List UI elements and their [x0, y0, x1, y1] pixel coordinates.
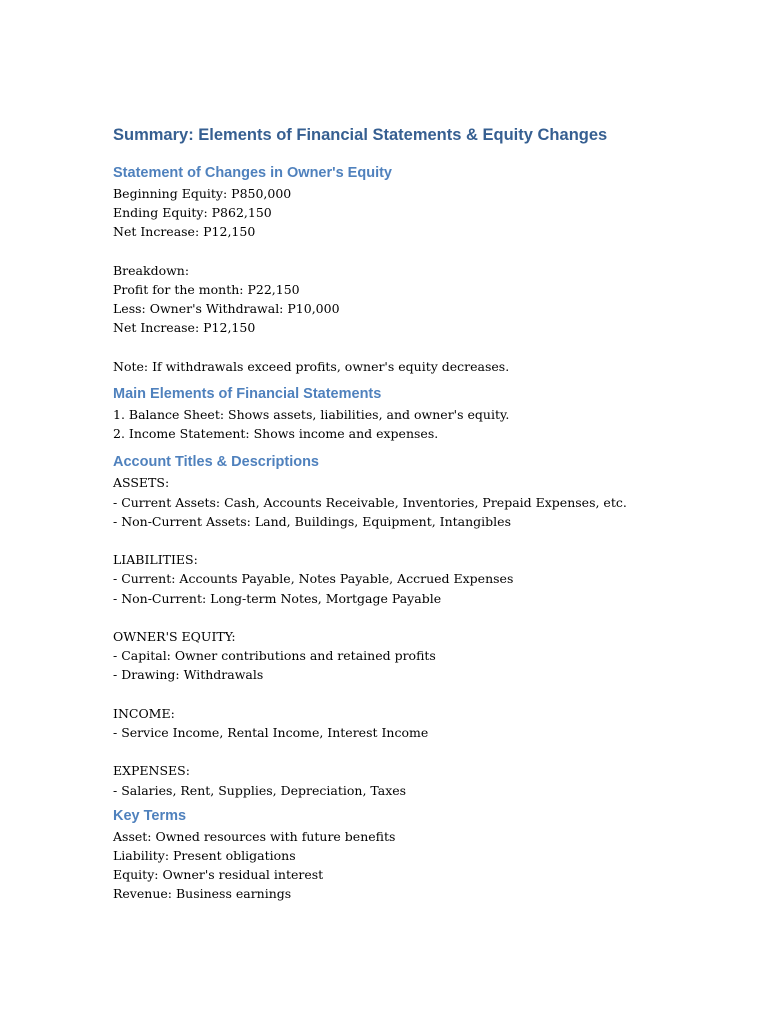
text-line: Beginning Equity: P850,000: [113, 186, 292, 201]
text-line: Note: If withdrawals exceed profits, owner's equity decreases.: [113, 358, 510, 374]
text-line: ASSETS:: [113, 475, 170, 491]
text-line: Liability: Present obligations: [113, 848, 296, 863]
text-line: Ending Equity: P862,150: [113, 205, 272, 221]
section-heading: Account Titles & Descriptions: [113, 454, 319, 471]
text-line: Asset: Owned resources with future benefits: [113, 828, 396, 844]
document-page: [113, 122, 713, 904]
section-heading: Key Terms: [113, 807, 187, 824]
text-line: - Drawing: Withdrawals: [113, 667, 264, 683]
blank-line: [113, 742, 713, 761]
text-line: Revenue: Business earnings: [113, 886, 292, 902]
text-line: - Non-Current: Long-term Notes, Mortgage Payable: [113, 590, 442, 606]
section: [113, 162, 713, 376]
text-line: Net Increase: P12,150: [113, 224, 256, 240]
blank-line: [113, 608, 713, 627]
blank-line: [113, 338, 713, 357]
text-line: OWNER'S EQUITY:: [113, 629, 236, 644]
text-line: - Non-Current Assets: Land, Buildings, Equipment, Intangibles: [113, 513, 511, 529]
text-line: INCOME:: [113, 705, 175, 721]
text-line: Equity: Owner's residual interest: [113, 867, 324, 883]
text-line: Net Increase: P12,150: [113, 320, 256, 336]
text-line: - Capital: Owner contributions and retained profits: [113, 648, 436, 664]
blank-line: [113, 531, 713, 550]
section: [113, 383, 713, 443]
text-line: LIABILITIES:: [113, 552, 198, 568]
blank-line: [113, 685, 713, 704]
text-line: - Current Assets: Cash, Accounts Receivable, Inventories, Prepaid Expenses, etc.: [113, 494, 627, 510]
blank-line: [113, 242, 713, 261]
document-title: Summary: Elements of Financial Statements & Equity Changes: [113, 126, 608, 144]
section-heading: Statement of Changes in Owner's Equity: [113, 165, 392, 181]
text-line: Breakdown:: [113, 262, 190, 278]
section-heading: Main Elements of Financial Statements: [113, 386, 382, 402]
section: [113, 805, 713, 904]
section: [113, 451, 713, 799]
text-line: 2. Income Statement: Shows income and expenses.: [113, 426, 439, 442]
text-line: Profit for the month: P22,150: [113, 282, 300, 297]
text-line: Less: Owner's Withdrawal: P10,000: [113, 301, 340, 317]
text-line: - Salaries, Rent, Supplies, Depreciation, Taxes: [113, 782, 407, 798]
text-line: - Service Income, Rental Income, Interest Income: [113, 725, 429, 740]
text-line: - Current: Accounts Payable, Notes Payable, Accrued Expenses: [113, 571, 514, 587]
text-line: EXPENSES:: [113, 763, 190, 779]
text-line: 1. Balance Sheet: Shows assets, liabilities, and owner's equity.: [113, 407, 510, 422]
document-body: [113, 162, 713, 904]
